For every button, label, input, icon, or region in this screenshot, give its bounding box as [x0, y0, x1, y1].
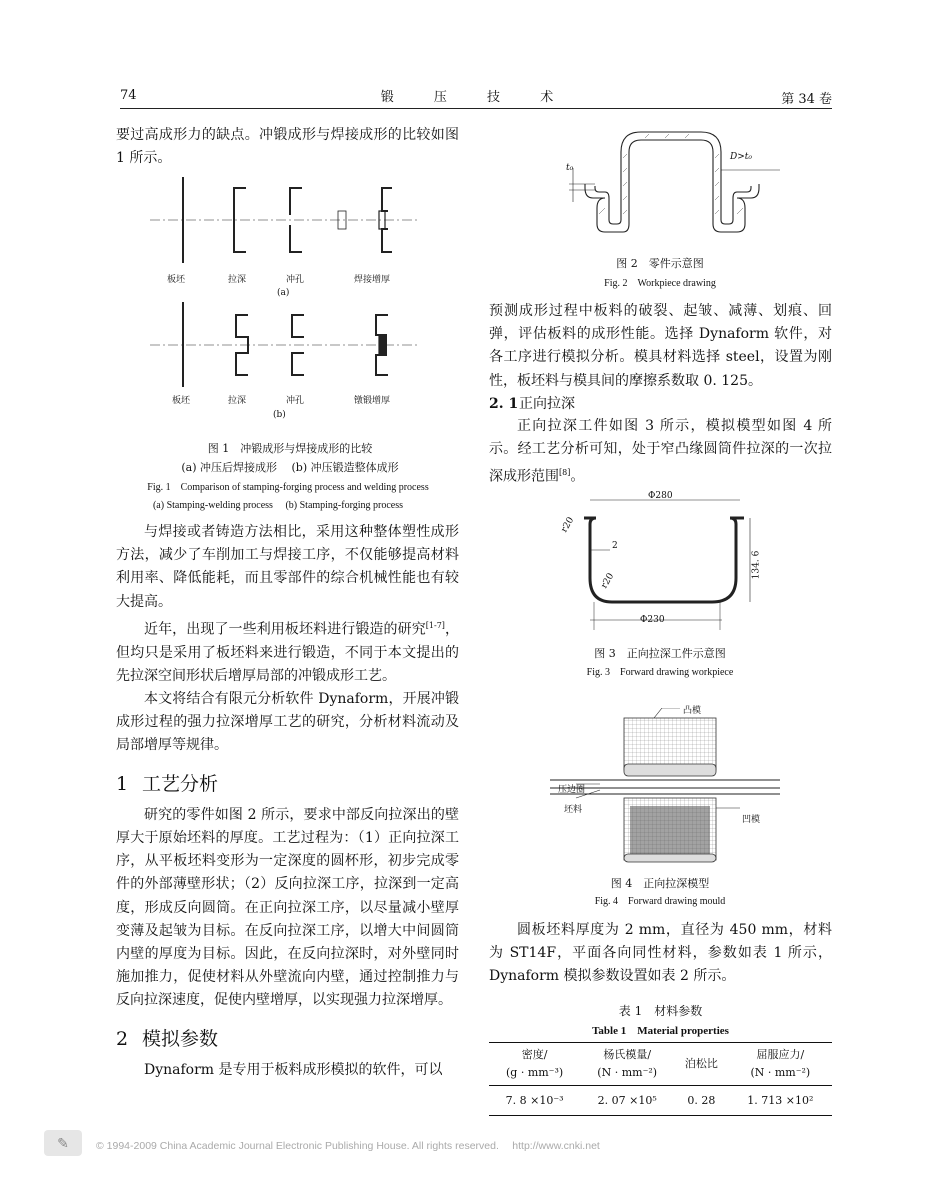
fig1-sublabel: (a)	[277, 288, 290, 298]
table-header-cell	[674, 1043, 729, 1086]
fig1-label: 焊接增厚	[354, 275, 391, 285]
table-header-cell	[489, 1043, 580, 1086]
figure-1	[150, 175, 420, 425]
section-number: 1	[116, 772, 129, 795]
paragraph	[116, 614, 459, 688]
table-row	[489, 1086, 832, 1116]
fig3-dim-r-bot: r20	[599, 571, 617, 591]
paragraph: 预测成形过程中板料的破裂、起皱、减薄、划痕、回弹，评估板料的成形性能。选择 Dynaform 软件，对各工序进行模拟分析。模具材料选择 steel，设置为刚性，板坯料与模具间的摩擦系数取 0. 125。	[489, 303, 832, 389]
table1-title-cn: 表 1 材料参数	[618, 1004, 703, 1018]
table-cell: 7. 8 ×10⁻³	[489, 1086, 580, 1116]
fig1-caption-en-sub: (a) Stamping-welding process (b) Stamping-forging process	[152, 500, 404, 511]
fig1-caption-en: Fig. 1 Comparison of stamping-forging process and welding process	[147, 482, 429, 493]
subsection-title: 正向拉深	[519, 395, 575, 412]
cnki-logo-icon: ✎	[44, 1130, 82, 1156]
fig3-dim-top: Φ280	[648, 491, 673, 501]
fig1-caption-cn-sub: (a) 冲压后焊接成形 (b) 冲压锻造整体成形	[181, 461, 399, 474]
fig1-label: 冲孔	[286, 396, 305, 406]
paragraph: Dynaform 是专用于板料成形模拟的软件，可以	[144, 1061, 443, 1078]
right-column-top	[489, 300, 832, 489]
paragraph-text: ，但均只是采用了板坯料来进行锻造，不同于本文提出的先拉深空间形状后增厚局部的冲锻成形工艺。	[116, 621, 460, 684]
paragraph-text: 近年，出现了一些利用板坯料进行锻造的研究	[144, 621, 426, 638]
fig4-caption-en: Fig. 4 Forward drawing mould	[594, 896, 726, 907]
fig1-label: 拉深	[228, 275, 247, 285]
table1-title-en: Table 1 Material properties	[592, 1025, 729, 1037]
fig3-dim-r-top: r20	[559, 515, 577, 535]
fig4-caption-cn: 图 4 正向拉深模型	[610, 877, 710, 890]
left-column-body	[116, 521, 459, 1082]
fig4-label-punch: 凸模	[683, 706, 702, 716]
section-title: 工艺分析	[142, 772, 219, 795]
table-cell: 1. 713 ×10²	[729, 1086, 832, 1116]
header-line: 杨氏模量/	[603, 1048, 652, 1061]
fig4-label-die: 凹模	[742, 815, 761, 825]
header-unit: (g · mm⁻³)	[506, 1066, 564, 1079]
fig1-caption-cn: 图 1 冲锻成形与焊接成形的比较	[207, 442, 373, 455]
citation: [1-7]	[425, 620, 445, 630]
citation: [8]	[559, 468, 571, 478]
paragraph: 本文将结合有限元分析软件 Dynaform，开展冲锻成形过程的强力拉深增厚工艺的研究，分析材料流动及局部增厚等规律。	[116, 691, 459, 754]
fig4-label-holder: 压边圈	[558, 785, 586, 795]
table-cell: 2. 07 ×10⁵	[580, 1086, 674, 1116]
header-unit: (N · mm⁻²)	[597, 1066, 658, 1079]
fig1-label: 拉深	[228, 396, 247, 406]
running-header	[120, 86, 832, 108]
fig3-caption-cn: 图 3 正向拉深工件示意图	[594, 647, 726, 660]
header-rule	[120, 108, 832, 109]
volume-number: 第 34 卷	[781, 92, 832, 107]
fig4-label-blank: 坯料	[564, 805, 583, 815]
fig3-dim-bottom: Φ230	[640, 615, 665, 625]
header-line: 密度/	[521, 1048, 548, 1061]
fig2-caption-cn: 图 2 零件示意图	[616, 257, 704, 270]
header-unit: (N · mm⁻²)	[750, 1066, 811, 1079]
section-number: 2	[116, 1027, 129, 1050]
section-title: 模拟参数	[142, 1027, 219, 1050]
fig2-dim-t0: t₀	[566, 163, 574, 173]
header-line: 泊松比	[684, 1057, 718, 1070]
subsection-heading	[489, 393, 832, 415]
fig1-label: 板坯	[167, 275, 186, 285]
fig1-label: 板坯	[172, 396, 191, 406]
paragraph-text: 正向拉深工件如图 3 所示，模拟模型如图 4 所示。经工艺分析可知，处于窄凸缘圆筒件拉深的一次拉深成形范围	[489, 417, 832, 485]
left-column-top	[116, 124, 459, 170]
header-line: 屈服应力/	[756, 1048, 805, 1061]
fig3-dim-thk: 2	[612, 541, 618, 551]
table-cell: 0. 28	[674, 1086, 729, 1116]
fig1-label: 冲孔	[286, 275, 305, 285]
paragraph-text: 。	[570, 468, 585, 485]
fig2-caption-en: Fig. 2 Workpiece drawing	[604, 278, 716, 289]
paragraph	[489, 415, 832, 489]
table-header-row	[489, 1043, 832, 1086]
section-heading-1	[116, 770, 459, 798]
copyright-text: © 1994-2009 China Academic Journal Electronic Publishing House. All rights reserved. http://www.cnki.net	[96, 1140, 600, 1152]
table1	[489, 1042, 832, 1116]
fig1-sublabel: (b)	[273, 410, 286, 420]
fig2-dim-right: D>t₀	[730, 152, 752, 162]
right-column-bottom	[489, 919, 832, 989]
paragraph: 圆板坯料厚度为 2 mm，直径为 450 mm，材料为 ST14F，平面各向同性材料，参数如表 1 所示，Dynaform 模拟参数设置如表 2 所示。	[489, 922, 832, 985]
section-heading-2	[116, 1025, 459, 1053]
table-header-cell	[580, 1043, 674, 1086]
subsection-number: 2. 1	[489, 395, 519, 412]
paragraph: 要过高成形力的缺点。冲锻成形与焊接成形的比较如图 1 所示。	[116, 127, 459, 167]
page-number: 74	[120, 88, 137, 103]
fig1-label: 镦锻增厚	[354, 396, 391, 406]
journal-name: 锻 压 技 术	[380, 90, 572, 105]
table-header-cell	[729, 1043, 832, 1086]
paragraph: 与焊接或者铸造方法相比，采用这种整体塑性成形方法，减少了车削加工与焊接工序，不仅能够提高材料利用率、降低能耗，而且零部件的综合机械性能也有较大提高。	[116, 524, 459, 610]
fig3-caption-en: Fig. 3 Forward drawing workpiece	[586, 667, 734, 678]
paragraph: 研究的零件如图 2 所示，要求中部反向拉深出的壁厚大于原始坯料的厚度。工艺过程为：（1）正向拉深工序，从平板坯料变形为一定深度的圆杯形，初步完成零件的外部薄壁形状；（2）反向拉深工序，拉深到一定高度，形成反向圆筒。在正向拉深工序，以尽量减小壁厚变薄及起皱为目标。在反向拉深工序，以增大中间圆筒内壁的厚度为目标。因此，在反向拉深时，对外壁同时施加推力，促使材料从外壁流向内壁，通过控制推力与反向拉深速度，促使内壁增厚，以实现强力拉深增厚。	[116, 806, 459, 1009]
fig3-dim-height: 134. 6	[751, 550, 762, 580]
figure-2	[565, 128, 795, 248]
